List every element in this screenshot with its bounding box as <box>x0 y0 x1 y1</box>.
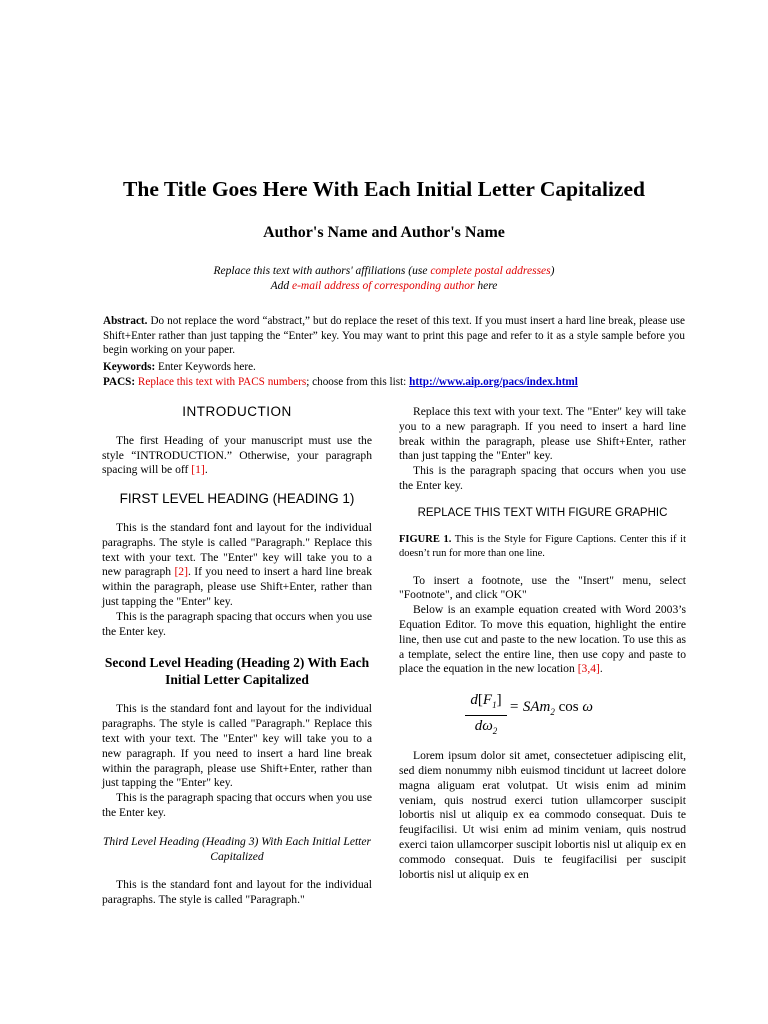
denominator-subscript: 2 <box>492 726 498 737</box>
pacs-line <box>103 375 685 390</box>
affiliation-add-text: Add <box>270 280 292 292</box>
pacs-link[interactable]: http://www.aip.org/pacs/index.html <box>409 376 578 388</box>
affiliation-text: Replace this text with authors' affiliations (use <box>213 265 431 277</box>
left-column <box>102 405 372 907</box>
email-placeholder: e-mail address of corresponding author <box>292 280 475 292</box>
intro-paragraph <box>102 434 372 478</box>
paragraph-3: This is the standard font and layout for the individual paragraphs. The style is called "Paragraph." Replace this text with your text. The "Enter" key will take you to a new paragraph. If you need to insert a hard line break within the paragraph, please use Shift+Enter, rather than just tapping the "Enter" key. <box>102 702 372 790</box>
equation-paragraph-text: Below is an example equation created with Word 2003’s Equation Editor. To move this equation, highlight the entire line, then use cut and paste to the new location. To use this as a template, select the entire line, then use copy and paste to place the equation in the new location <box>399 603 686 676</box>
equation-numerator: $d[F_1]$ <box>470 692 502 711</box>
keywords-label: Keywords: <box>103 361 156 373</box>
figure-caption <box>399 533 686 561</box>
rhs-omega: ω <box>582 699 593 716</box>
paragraph-4: This is the paragraph spacing that occurs when you use the Enter key. <box>102 791 372 819</box>
citation-3-4: [3,4] <box>577 662 600 676</box>
rhs-expression: = SAm <box>509 699 551 716</box>
affiliations <box>0 264 768 294</box>
heading-first-level: FIRST LEVEL HEADING (HEADING 1) <box>119 491 355 507</box>
figure-label: FIGURE 1. <box>399 533 452 545</box>
pacs-text: ; choose from this list: <box>306 376 410 388</box>
pacs-label: PACS: <box>103 376 136 388</box>
abstract-label: Abstract. <box>103 315 148 327</box>
affiliation-line-1 <box>0 264 768 279</box>
paragraph-1 <box>102 521 372 610</box>
figure-caption-text: This is the Style for Figure Captions. Center this if it doesn’t run for more than one line. <box>399 533 686 559</box>
abstract-text: Do not replace the word “abstract,” but do replace the reset of this text. If you must insert a hard line break, please use Shift+Enter rather than just tapping the “Enter” key. You may want to print this page and refer to it as a style sample before you begin working on your paper. <box>103 315 685 356</box>
pacs-placeholder: Replace this text with PACS numbers <box>135 376 307 388</box>
keywords-line <box>103 360 685 375</box>
right-paragraph-2: This is the paragraph spacing that occurs when you use the Enter key. <box>399 464 686 492</box>
affiliation-text-end: ) <box>550 265 555 277</box>
paper-title: The Title Goes Here With Each Initial Letter Capitalized <box>123 177 645 201</box>
denominator-d: d <box>474 718 483 735</box>
intro-text-end: . <box>204 463 208 477</box>
intro-text: The first Heading of your manuscript must use the style “INTRODUCTION.” Otherwise, your paragraph spacing will be off <box>102 433 372 477</box>
postal-address-placeholder: complete postal addresses <box>430 265 551 277</box>
affiliation-here-text: here <box>474 280 498 292</box>
abstract <box>103 314 685 358</box>
paragraph-2: This is the paragraph spacing that occurs when you use the Enter key. <box>102 609 372 638</box>
citation-1: [1] <box>191 463 205 477</box>
keywords-text: Enter Keywords here. <box>155 361 256 373</box>
rhs-cos: cos <box>554 699 583 716</box>
numerator-subscript: 1 <box>492 700 497 711</box>
author-names: Author's Name and Author's Name <box>263 224 505 241</box>
example-equation <box>399 689 686 737</box>
numerator-d: d <box>470 692 478 709</box>
heading-third-level: Third Level Heading (Heading 3) With Each Initial Letter Capitalized <box>102 834 372 863</box>
equation-fraction <box>465 691 507 740</box>
spacer <box>399 561 686 574</box>
denominator-omega: ω <box>482 718 493 735</box>
paragraph-5: This is the standard font and layout for the individual paragraphs. The style is called "Paragraph." <box>102 877 372 906</box>
equation-paragraph-end: . <box>599 662 603 676</box>
paragraph-1-text: This is the standard font and layout for the individual paragraphs. The style is called "Paragraph." Replace this text with your text. The "Enter" key will take you to a new paragraph <box>102 520 372 579</box>
heading-figure-graphic: REPLACE THIS TEXT WITH FIGURE GRAPHIC <box>417 506 668 519</box>
right-column <box>399 405 686 882</box>
heading-introduction: INTRODUCTION <box>182 404 292 419</box>
paragraph-1-text-end: . If you need to insert a hard line break within the paragraph, please use Shift+Enter, rather than just tapping the "Enter" key. <box>102 565 372 608</box>
footnote-paragraph: To insert a footnote, use the "Insert" menu, select "Footnote", and click "OK" <box>399 573 686 602</box>
equation-rhs <box>509 700 593 720</box>
numerator-F: F <box>482 692 493 709</box>
equation-denominator <box>465 717 507 740</box>
equation-paragraph <box>399 603 686 677</box>
affiliation-line-2 <box>0 279 768 294</box>
rhs-subscript: 2 <box>550 707 555 718</box>
lorem-paragraph: Lorem ipsum dolor sit amet, consectetuer adipiscing elit, sed diem nonummy nibh euismod tincidunt ut lacreet dolore magna aliguam erat volutpat. Ut wisis enim ad minim veniam, quis nostrud exerci tution ullamcorper suscipit lobortis nisl ut aliquip ex ea commodo consequat. Duis te feugifacilisi. Ut wisi enim ad minim veniam, quis nostrud exerci taion ullamcorper suscipit lobortis nisl ut aliquip ex en commodo consequat. Duis te feugifacilisi per suscipit lobortis nisl ut aliquip ex en <box>399 749 686 881</box>
fraction-bar <box>465 715 507 716</box>
keywords-block <box>103 360 685 390</box>
citation-2: [2] <box>174 565 188 579</box>
right-paragraph-1: Replace this text with your text. The "Enter" key will take you to a new paragraph. If you need to insert a hard line break within the paragraph, please use Shift+Enter, rather than just tapping the "Enter" key. <box>399 405 686 463</box>
heading-second-level: Second Level Heading (Heading 2) With Each Initial Letter Capitalized <box>104 655 370 688</box>
